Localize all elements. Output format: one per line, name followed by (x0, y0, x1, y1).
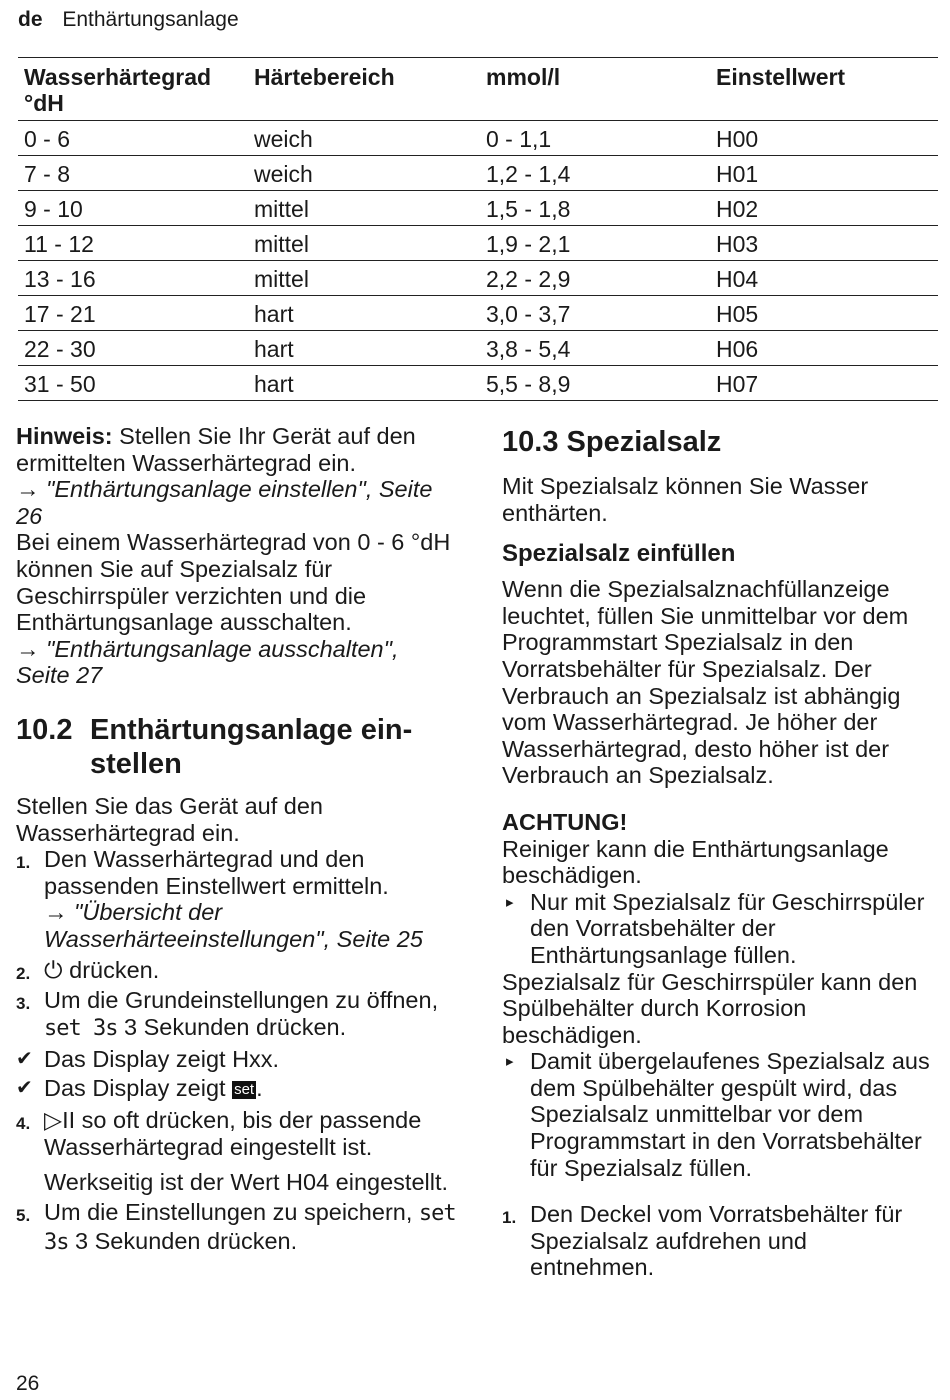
arrow-right-icon: → (16, 635, 40, 662)
cell-dh: 13 - 16 (18, 261, 248, 296)
col-header-hardness-dh: Wasserhärtegrad °dH (18, 58, 248, 121)
cell-range: mittel (248, 261, 480, 296)
cell-dh: 31 - 50 (18, 366, 248, 401)
list-item (502, 1201, 934, 1281)
table-row (18, 226, 938, 261)
table-row (18, 191, 938, 226)
col-header-setting: Einstellwert (710, 58, 938, 121)
set-display-icon: set (234, 1080, 255, 1098)
water-hardness-table (18, 57, 938, 401)
step-number: 4. (16, 1114, 31, 1134)
list-item (16, 1046, 456, 1073)
list-item (16, 1075, 456, 1102)
section-number: 10.2 (16, 713, 73, 746)
triangle-bullet-icon: ▸ (506, 893, 514, 911)
cross-reference (44, 899, 423, 952)
list-item (16, 1199, 456, 1256)
power-icon: ⏻ (44, 956, 63, 983)
check-icon: ✔ (16, 1048, 33, 1071)
cell-setting: H04 (710, 261, 938, 296)
body-paragraph: Wenn die Spezialsalznachfüllanzeige leuchtet, füllen Sie unmittelbar vor dem Programmstart Spezialsalz in den Vorratsbehälter für Spezialsalz. Der Verbrauch an Spezialsalz ist abhängig vom Wasserhärtegrad. Je höher der Wasserhärtegrad, desto höher ist der Verbrauch an Spezialsalz. (502, 576, 909, 789)
section-heading-10-3 (502, 425, 934, 459)
col-header-mmol: mmol/l (480, 58, 710, 121)
step-text: so oft drücken, bis der passende Wasserhärtegrad eingestellt ist. (44, 1107, 422, 1161)
cell-setting: H00 (710, 121, 938, 156)
list-item (502, 889, 934, 969)
cell-range: mittel (248, 226, 480, 261)
cross-reference (16, 476, 456, 529)
result-end: . (256, 1074, 263, 1101)
section-heading-10-2 (16, 713, 456, 781)
cell-dh: 7 - 8 (18, 156, 248, 191)
note-text: Stellen Sie Ihr Gerät auf den ermittelten Wasserhärtegrad ein. (16, 423, 416, 476)
list-item (16, 957, 456, 984)
cell-range: mittel (248, 191, 480, 226)
step-number: 1. (502, 1208, 517, 1228)
cell-mmol: 1,9 - 2,1 (480, 226, 710, 261)
play-pause-icon: ▷II (44, 1107, 76, 1134)
sub-heading: Spezialsalz einfüllen (502, 540, 736, 568)
steps-list (502, 1201, 934, 1281)
step-number: 3. (16, 994, 31, 1014)
result-text: Das Display zeigt (44, 1074, 226, 1101)
step-text: drücken. (69, 956, 160, 983)
warning-text: Reiniger kann die Enthärtungsanlage beschädigen. (502, 835, 889, 889)
cell-setting: H06 (710, 331, 938, 366)
cell-dh: 9 - 10 (18, 191, 248, 226)
cell-mmol: 1,5 - 1,8 (480, 191, 710, 226)
step-number: 2. (16, 963, 31, 983)
warning-text: Spezialsalz für Geschirrspüler kann den Spülbehälter durch Korrosion beschädigen. (502, 968, 918, 1048)
cell-dh: 11 - 12 (18, 226, 248, 261)
list-item (502, 1048, 934, 1181)
cell-mmol: 3,8 - 5,4 (480, 331, 710, 366)
language-code: de (18, 8, 43, 31)
cell-setting: H03 (710, 226, 938, 261)
header-title: Enthärtungsanlage (62, 8, 239, 31)
table-row (18, 296, 938, 331)
table-row (18, 156, 938, 191)
warning-title: ACHTUNG! (502, 808, 628, 835)
cell-dh: 0 - 6 (18, 121, 248, 156)
cross-reference (16, 636, 456, 689)
list-item (16, 846, 456, 952)
cross-reference-link[interactable]: "Enthärtungsanlage ausschalten", Seite 27 (16, 635, 399, 689)
cell-setting: H02 (710, 191, 938, 226)
left-column (16, 423, 456, 1256)
table-header-row (18, 58, 938, 121)
cell-mmol: 0 - 1,1 (480, 121, 710, 156)
page-header (18, 8, 239, 32)
step-text: Den Deckel vom Vorratsbehälter für Spezialsalz aufdrehen und entnehmen. (530, 1201, 903, 1281)
bullet-text: Nur mit Spezialsalz für Geschirrspüler den Vorratsbehälter der Enthärtungsanlage füllen. (530, 888, 925, 968)
step-text: Den Wasserhärtegrad und den passenden Einstellwert ermitteln. (44, 846, 389, 899)
step-note: Werkseitig ist der Wert H04 eingestellt. (44, 1168, 449, 1195)
step-text: Um die Einstellungen zu speichern, (44, 1199, 413, 1226)
cell-mmol: 1,2 - 1,4 (480, 156, 710, 191)
set-3s-display-icon: set 3s (44, 1015, 118, 1041)
arrow-right-icon: → (16, 476, 40, 503)
cell-setting: H07 (710, 366, 938, 401)
cell-dh: 22 - 30 (18, 331, 248, 366)
section-title: Spezialsalz (566, 426, 722, 458)
set-3s-display-icon: set 3s (44, 1201, 456, 1255)
section-title-line1: Enthärtungsanlage ein- (90, 713, 413, 746)
cell-setting: H01 (710, 156, 938, 191)
section-intro: Stellen Sie das Gerät auf den Wasserhärtegrad ein. (16, 792, 324, 846)
table-row (18, 261, 938, 296)
cell-range: weich (248, 121, 480, 156)
step-text: 3 Sekunden drücken. (75, 1227, 298, 1254)
cell-setting: H05 (710, 296, 938, 331)
note-label: Hinweis: (16, 423, 113, 449)
bullet-text: Damit übergelaufenes Spezialsalz aus dem Spülbehälter gespült wird, das Spezialsalz unmittelbar vor dem Programmstart in den Vorratsbehälter für Spezialsalz füllen. (530, 1048, 930, 1181)
cross-reference-link[interactable]: "Übersicht der Wasserhärteeinstellungen", Seite 25 (44, 899, 423, 952)
cell-range: weich (248, 156, 480, 191)
cell-range: hart (248, 296, 480, 331)
section-intro: Mit Spezialsalz können Sie Wasser enthärten. (502, 473, 869, 526)
section-title-line2: stellen (90, 747, 182, 780)
table-row (18, 121, 938, 156)
check-icon: ✔ (16, 1076, 33, 1099)
cell-range: hart (248, 366, 480, 401)
cross-reference-link[interactable]: "Enthärtungsanlage einstellen", Seite 26 (16, 476, 433, 529)
step-text: Um die Grundeinstellungen zu öffnen, (44, 987, 439, 1014)
result-text: Das Display zeigt Hxx. (44, 1046, 280, 1073)
step-number: 5. (16, 1206, 31, 1226)
bullet-list (502, 889, 934, 969)
cell-mmol: 2,2 - 2,9 (480, 261, 710, 296)
triangle-bullet-icon: ▸ (506, 1053, 514, 1071)
col-header-range: Härtebereich (248, 58, 480, 121)
cell-mmol: 3,0 - 3,7 (480, 296, 710, 331)
section-number: 10.3 (502, 426, 559, 458)
cell-mmol: 5,5 - 8,9 (480, 366, 710, 401)
list-item (16, 1107, 456, 1195)
bullet-list (502, 1048, 934, 1181)
step-text: 3 Sekunden drücken. (124, 1013, 347, 1040)
note-text-2: Bei einem Wasserhärtegrad von 0 - 6 °dH können Sie auf Spezialsalz für Geschirrspüler verzichten und die Enthärtungsanlage ausschalten. (16, 529, 451, 636)
table-row (18, 366, 938, 401)
list-item (16, 987, 456, 1042)
page-number: 26 (16, 1372, 40, 1395)
steps-list (16, 846, 456, 1256)
table-row (18, 331, 938, 366)
cell-dh: 17 - 21 (18, 296, 248, 331)
cell-range: hart (248, 331, 480, 366)
arrow-right-icon: → (44, 899, 68, 926)
note-paragraph (16, 423, 456, 476)
step-number: 1. (16, 853, 31, 873)
right-column (502, 423, 934, 1281)
